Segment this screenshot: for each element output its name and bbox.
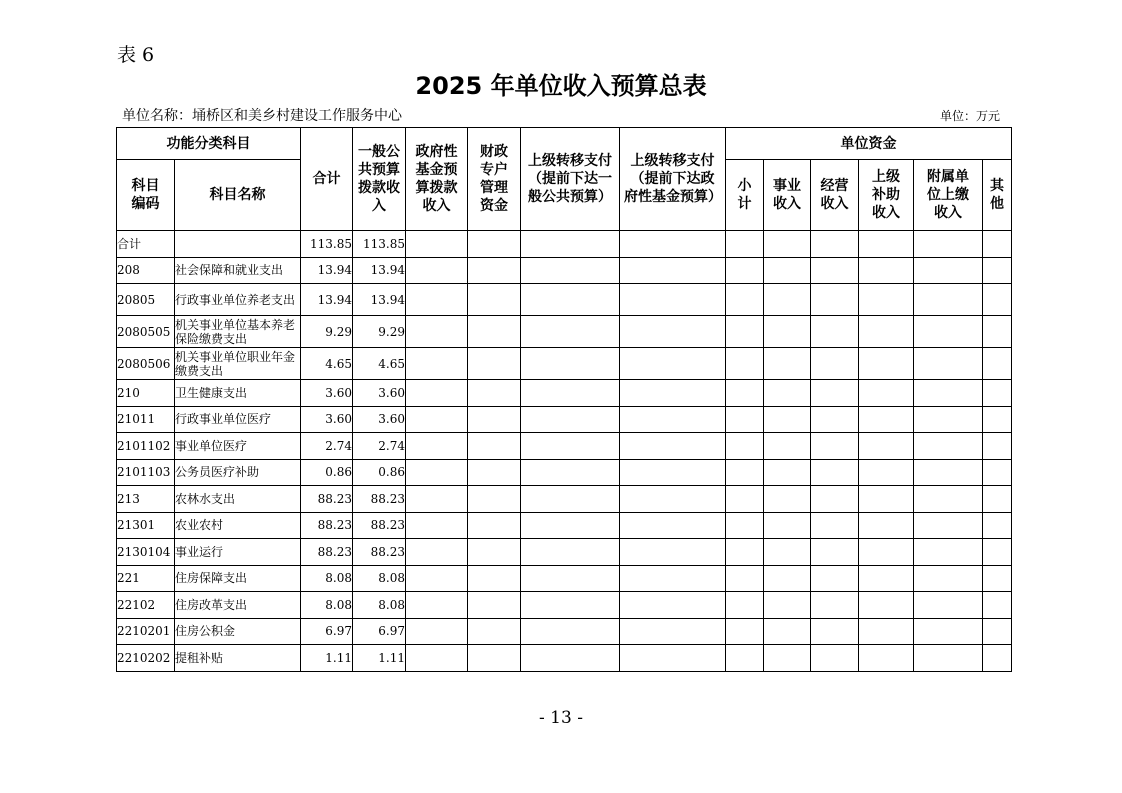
code-cell: 2101103 bbox=[117, 459, 175, 486]
total-cell: 8.08 bbox=[301, 565, 353, 592]
empty-cell bbox=[521, 380, 620, 407]
empty-cell bbox=[521, 565, 620, 592]
total-cell: 2.74 bbox=[301, 433, 353, 460]
header-superior-subsidy: 上级补助收入 bbox=[859, 160, 914, 231]
total-cell: 6.97 bbox=[301, 618, 353, 645]
code-cell: 20805 bbox=[117, 284, 175, 316]
empty-cell bbox=[914, 257, 983, 284]
code-cell: 208 bbox=[117, 257, 175, 284]
total-cell: 3.60 bbox=[301, 380, 353, 407]
empty-cell bbox=[620, 284, 726, 316]
empty-cell bbox=[521, 284, 620, 316]
empty-cell bbox=[914, 645, 983, 672]
empty-cell bbox=[983, 257, 1012, 284]
empty-cell bbox=[468, 486, 521, 513]
empty-cell bbox=[811, 257, 859, 284]
name-cell: 提租补贴 bbox=[175, 645, 301, 672]
empty-cell bbox=[764, 406, 811, 433]
empty-cell bbox=[406, 316, 468, 348]
empty-cell bbox=[983, 406, 1012, 433]
empty-cell bbox=[914, 348, 983, 380]
general-cell: 13.94 bbox=[353, 284, 406, 316]
code-cell: 22102 bbox=[117, 592, 175, 619]
empty-cell bbox=[406, 348, 468, 380]
code-cell: 210 bbox=[117, 380, 175, 407]
empty-cell bbox=[406, 512, 468, 539]
empty-cell bbox=[620, 316, 726, 348]
empty-cell bbox=[859, 380, 914, 407]
empty-cell bbox=[914, 512, 983, 539]
general-cell: 0.86 bbox=[353, 459, 406, 486]
empty-cell bbox=[859, 316, 914, 348]
empty-cell bbox=[859, 618, 914, 645]
header-fiscal-special: 财政专户管理资金 bbox=[468, 128, 521, 231]
table-row bbox=[117, 380, 1012, 407]
budget-table bbox=[116, 127, 1012, 672]
general-cell: 13.94 bbox=[353, 257, 406, 284]
empty-cell bbox=[406, 539, 468, 566]
empty-cell bbox=[811, 645, 859, 672]
empty-cell bbox=[859, 459, 914, 486]
empty-cell bbox=[914, 486, 983, 513]
empty-cell bbox=[726, 406, 764, 433]
total-cell: 88.23 bbox=[301, 539, 353, 566]
empty-cell bbox=[764, 618, 811, 645]
empty-cell bbox=[914, 380, 983, 407]
empty-cell bbox=[914, 231, 983, 258]
empty-cell bbox=[468, 406, 521, 433]
empty-cell bbox=[764, 512, 811, 539]
general-cell: 2.74 bbox=[353, 433, 406, 460]
name-cell: 事业单位医疗 bbox=[175, 433, 301, 460]
header-transfer-gov-fund: 上级转移支付（提前下达政府性基金预算） bbox=[620, 128, 726, 231]
code-cell: 2210202 bbox=[117, 645, 175, 672]
empty-cell bbox=[983, 348, 1012, 380]
empty-cell bbox=[521, 512, 620, 539]
empty-cell bbox=[726, 645, 764, 672]
table-row bbox=[117, 433, 1012, 460]
empty-cell bbox=[764, 257, 811, 284]
name-cell: 公务员医疗补助 bbox=[175, 459, 301, 486]
table-row bbox=[117, 486, 1012, 513]
empty-cell bbox=[726, 618, 764, 645]
empty-cell bbox=[859, 486, 914, 513]
empty-cell bbox=[406, 231, 468, 258]
empty-cell bbox=[468, 348, 521, 380]
empty-cell bbox=[726, 565, 764, 592]
empty-cell bbox=[468, 592, 521, 619]
table-row bbox=[117, 459, 1012, 486]
empty-cell bbox=[620, 486, 726, 513]
general-cell: 1.11 bbox=[353, 645, 406, 672]
empty-cell bbox=[620, 618, 726, 645]
empty-cell bbox=[764, 380, 811, 407]
total-cell: 113.85 bbox=[301, 231, 353, 258]
empty-cell bbox=[811, 618, 859, 645]
empty-cell bbox=[726, 231, 764, 258]
empty-cell bbox=[983, 565, 1012, 592]
table-row bbox=[117, 592, 1012, 619]
empty-cell bbox=[811, 231, 859, 258]
empty-cell bbox=[859, 348, 914, 380]
code-cell: 2210201 bbox=[117, 618, 175, 645]
name-cell: 住房公积金 bbox=[175, 618, 301, 645]
page-number: - 13 - bbox=[539, 708, 583, 728]
empty-cell bbox=[726, 512, 764, 539]
unit-label: 单位：万元 bbox=[940, 109, 1001, 123]
header-transfer-public: 上级转移支付（提前下达一般公共预算） bbox=[521, 128, 620, 231]
empty-cell bbox=[620, 512, 726, 539]
empty-cell bbox=[521, 316, 620, 348]
general-cell: 6.97 bbox=[353, 618, 406, 645]
empty-cell bbox=[406, 618, 468, 645]
empty-cell bbox=[811, 406, 859, 433]
unit-name: 单位名称：埇桥区和美乡村建设工作服务中心 bbox=[122, 108, 402, 124]
empty-cell bbox=[468, 284, 521, 316]
name-cell: 行政事业单位医疗 bbox=[175, 406, 301, 433]
empty-cell bbox=[983, 512, 1012, 539]
empty-cell bbox=[764, 459, 811, 486]
empty-cell bbox=[406, 486, 468, 513]
empty-cell bbox=[726, 348, 764, 380]
code-cell: 2080505 bbox=[117, 316, 175, 348]
table-body bbox=[117, 231, 1012, 672]
total-cell: 88.23 bbox=[301, 486, 353, 513]
header-general-public: 一般公共预算拨款收入 bbox=[353, 128, 406, 231]
page-title: 2025 年单位收入预算总表 bbox=[415, 72, 707, 100]
empty-cell bbox=[620, 257, 726, 284]
empty-cell bbox=[521, 231, 620, 258]
empty-cell bbox=[859, 406, 914, 433]
empty-cell bbox=[983, 486, 1012, 513]
table-row bbox=[117, 565, 1012, 592]
empty-cell bbox=[521, 618, 620, 645]
empty-cell bbox=[811, 592, 859, 619]
empty-cell bbox=[468, 539, 521, 566]
general-cell: 88.23 bbox=[353, 539, 406, 566]
empty-cell bbox=[859, 645, 914, 672]
general-cell: 9.29 bbox=[353, 316, 406, 348]
empty-cell bbox=[620, 459, 726, 486]
empty-cell bbox=[620, 380, 726, 407]
table-row bbox=[117, 512, 1012, 539]
empty-cell bbox=[811, 486, 859, 513]
header-name: 科目名称 bbox=[175, 160, 301, 231]
empty-cell bbox=[406, 406, 468, 433]
total-cell: 88.23 bbox=[301, 512, 353, 539]
name-cell bbox=[175, 231, 301, 258]
empty-cell bbox=[811, 539, 859, 566]
empty-cell bbox=[914, 592, 983, 619]
empty-cell bbox=[764, 433, 811, 460]
table-row bbox=[117, 231, 1012, 258]
empty-cell bbox=[468, 618, 521, 645]
empty-cell bbox=[983, 284, 1012, 316]
general-cell: 8.08 bbox=[353, 565, 406, 592]
empty-cell bbox=[914, 565, 983, 592]
empty-cell bbox=[726, 257, 764, 284]
code-cell: 2080506 bbox=[117, 348, 175, 380]
empty-cell bbox=[620, 348, 726, 380]
empty-cell bbox=[406, 433, 468, 460]
empty-cell bbox=[811, 380, 859, 407]
empty-cell bbox=[764, 592, 811, 619]
empty-cell bbox=[764, 645, 811, 672]
empty-cell bbox=[620, 592, 726, 619]
general-cell: 88.23 bbox=[353, 512, 406, 539]
empty-cell bbox=[983, 645, 1012, 672]
header-operating: 经营收入 bbox=[811, 160, 859, 231]
empty-cell bbox=[620, 231, 726, 258]
total-cell: 8.08 bbox=[301, 592, 353, 619]
total-cell: 4.65 bbox=[301, 348, 353, 380]
empty-cell bbox=[521, 539, 620, 566]
empty-cell bbox=[468, 231, 521, 258]
header-gov-fund: 政府性基金预算拨款收入 bbox=[406, 128, 468, 231]
empty-cell bbox=[914, 618, 983, 645]
name-cell: 事业运行 bbox=[175, 539, 301, 566]
empty-cell bbox=[914, 316, 983, 348]
empty-cell bbox=[726, 486, 764, 513]
header-func-class: 功能分类科目 bbox=[117, 128, 301, 160]
empty-cell bbox=[983, 539, 1012, 566]
empty-cell bbox=[468, 459, 521, 486]
empty-cell bbox=[983, 618, 1012, 645]
empty-cell bbox=[764, 348, 811, 380]
code-cell: 213 bbox=[117, 486, 175, 513]
general-cell: 88.23 bbox=[353, 486, 406, 513]
empty-cell bbox=[406, 380, 468, 407]
empty-cell bbox=[859, 565, 914, 592]
total-cell: 9.29 bbox=[301, 316, 353, 348]
empty-cell bbox=[811, 348, 859, 380]
code-cell: 2130104 bbox=[117, 539, 175, 566]
empty-cell bbox=[521, 257, 620, 284]
empty-cell bbox=[859, 539, 914, 566]
code-cell: 221 bbox=[117, 565, 175, 592]
empty-cell bbox=[914, 406, 983, 433]
empty-cell bbox=[468, 565, 521, 592]
code-cell: 合计 bbox=[117, 231, 175, 258]
table-row bbox=[117, 539, 1012, 566]
empty-cell bbox=[726, 592, 764, 619]
empty-cell bbox=[726, 433, 764, 460]
table-row bbox=[117, 406, 1012, 433]
empty-cell bbox=[859, 433, 914, 460]
name-cell: 行政事业单位养老支出 bbox=[175, 284, 301, 316]
empty-cell bbox=[468, 433, 521, 460]
empty-cell bbox=[914, 539, 983, 566]
table-row bbox=[117, 618, 1012, 645]
empty-cell bbox=[859, 592, 914, 619]
header-total: 合计 bbox=[301, 128, 353, 231]
name-cell: 农业农村 bbox=[175, 512, 301, 539]
header-code: 科目编码 bbox=[117, 160, 175, 231]
empty-cell bbox=[521, 406, 620, 433]
empty-cell bbox=[914, 284, 983, 316]
header-subtotal: 小计 bbox=[726, 160, 764, 231]
empty-cell bbox=[726, 380, 764, 407]
empty-cell bbox=[914, 433, 983, 460]
empty-cell bbox=[859, 257, 914, 284]
table-row bbox=[117, 284, 1012, 316]
header-affiliated: 附属单位上缴收入 bbox=[914, 160, 983, 231]
empty-cell bbox=[764, 231, 811, 258]
empty-cell bbox=[620, 565, 726, 592]
empty-cell bbox=[764, 316, 811, 348]
table-row bbox=[117, 645, 1012, 672]
empty-cell bbox=[764, 539, 811, 566]
name-cell: 机关事业单位职业年金缴费支出 bbox=[175, 348, 301, 380]
general-cell: 4.65 bbox=[353, 348, 406, 380]
name-cell: 卫生健康支出 bbox=[175, 380, 301, 407]
empty-cell bbox=[859, 231, 914, 258]
empty-cell bbox=[811, 512, 859, 539]
empty-cell bbox=[406, 459, 468, 486]
total-cell: 13.94 bbox=[301, 257, 353, 284]
general-cell: 3.60 bbox=[353, 380, 406, 407]
name-cell: 农林水支出 bbox=[175, 486, 301, 513]
empty-cell bbox=[859, 284, 914, 316]
empty-cell bbox=[859, 512, 914, 539]
table-row bbox=[117, 257, 1012, 284]
empty-cell bbox=[764, 284, 811, 316]
table-row bbox=[117, 348, 1012, 380]
general-cell: 8.08 bbox=[353, 592, 406, 619]
name-cell: 住房保障支出 bbox=[175, 565, 301, 592]
code-cell: 21011 bbox=[117, 406, 175, 433]
table-tag: 表 6 bbox=[117, 44, 155, 66]
empty-cell bbox=[620, 645, 726, 672]
empty-cell bbox=[811, 316, 859, 348]
empty-cell bbox=[468, 316, 521, 348]
empty-cell bbox=[620, 433, 726, 460]
name-cell: 社会保障和就业支出 bbox=[175, 257, 301, 284]
empty-cell bbox=[983, 316, 1012, 348]
empty-cell bbox=[521, 348, 620, 380]
table-row bbox=[117, 316, 1012, 348]
empty-cell bbox=[468, 645, 521, 672]
empty-cell bbox=[521, 645, 620, 672]
header-unit-funds: 单位资金 bbox=[726, 128, 1012, 160]
header-other: 其他 bbox=[983, 160, 1012, 231]
empty-cell bbox=[620, 406, 726, 433]
total-cell: 13.94 bbox=[301, 284, 353, 316]
empty-cell bbox=[811, 433, 859, 460]
empty-cell bbox=[468, 512, 521, 539]
empty-cell bbox=[468, 257, 521, 284]
empty-cell bbox=[811, 565, 859, 592]
name-cell: 住房改革支出 bbox=[175, 592, 301, 619]
empty-cell bbox=[983, 380, 1012, 407]
empty-cell bbox=[406, 645, 468, 672]
name-cell: 机关事业单位基本养老保险缴费支出 bbox=[175, 316, 301, 348]
empty-cell bbox=[983, 231, 1012, 258]
empty-cell bbox=[983, 592, 1012, 619]
empty-cell bbox=[521, 459, 620, 486]
total-cell: 0.86 bbox=[301, 459, 353, 486]
code-cell: 21301 bbox=[117, 512, 175, 539]
empty-cell bbox=[914, 459, 983, 486]
empty-cell bbox=[406, 284, 468, 316]
total-cell: 3.60 bbox=[301, 406, 353, 433]
empty-cell bbox=[521, 592, 620, 619]
total-cell: 1.11 bbox=[301, 645, 353, 672]
general-cell: 113.85 bbox=[353, 231, 406, 258]
empty-cell bbox=[521, 486, 620, 513]
empty-cell bbox=[406, 565, 468, 592]
header-business: 事业收入 bbox=[764, 160, 811, 231]
empty-cell bbox=[764, 565, 811, 592]
empty-cell bbox=[811, 459, 859, 486]
empty-cell bbox=[983, 459, 1012, 486]
empty-cell bbox=[726, 316, 764, 348]
empty-cell bbox=[764, 486, 811, 513]
empty-cell bbox=[406, 592, 468, 619]
general-cell: 3.60 bbox=[353, 406, 406, 433]
empty-cell bbox=[983, 433, 1012, 460]
empty-cell bbox=[521, 433, 620, 460]
empty-cell bbox=[620, 539, 726, 566]
empty-cell bbox=[726, 459, 764, 486]
empty-cell bbox=[811, 284, 859, 316]
empty-cell bbox=[726, 539, 764, 566]
empty-cell bbox=[726, 284, 764, 316]
empty-cell bbox=[468, 380, 521, 407]
code-cell: 2101102 bbox=[117, 433, 175, 460]
empty-cell bbox=[406, 257, 468, 284]
